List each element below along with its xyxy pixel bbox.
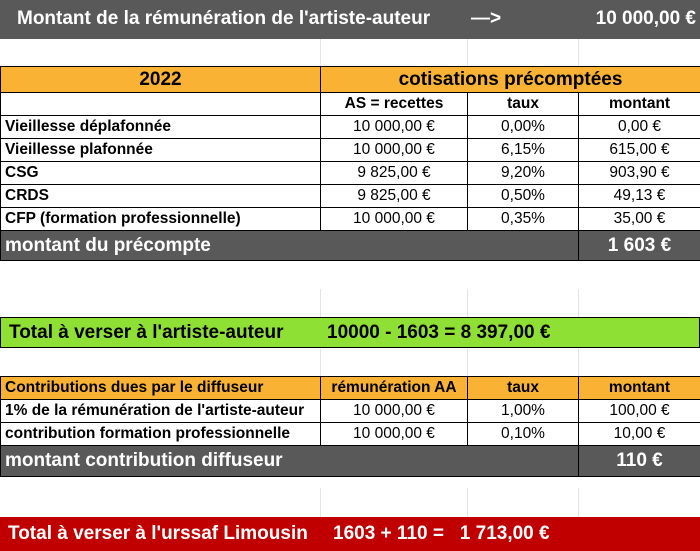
row-taux: 6,15% [468,139,579,162]
row-taux: 0,50% [468,185,579,208]
header-title: Montant de la rémunération de l'artiste-auteur [17,8,431,29]
table-row [1,139,700,162]
row-montant: 35,00 € [579,208,700,231]
row-taux: 1,00% [468,400,579,423]
row-taux: 0,00% [468,116,579,139]
urssaf-total-value: 1603 + 110 = 1 713,00 € [333,523,550,544]
table-row [1,208,700,231]
artiste-total-value: 10000 - 1603 = 8 397,00 € [327,322,551,343]
diffuseur-total-label: montant contribution diffuseur [1,446,579,477]
row-taux: 9,20% [468,162,579,185]
row-base: 10 000,00 € [321,400,468,423]
row-label: 1% de la rémunération de l'artiste-auteur [1,400,321,423]
row-base: 10 000,00 € [321,139,468,162]
row-taux: 0,10% [468,423,579,446]
precompte-header-row [1,93,700,116]
row-label: contribution formation professionnelle [1,423,321,446]
column-header: montant [579,93,700,116]
row-montant: 903,90 € [579,162,700,185]
arrow-icon: —> [471,8,502,29]
precompte-title-row [1,67,700,93]
artiste-total-label: Total à verser à l'artiste-auteur [9,322,284,343]
header-bar [0,0,700,39]
column-header: AS = recettes [321,93,468,116]
urssaf-total-label: Total à verser à l'urssaf Limousin [8,523,308,544]
row-label: Vieillesse plafonnée [1,139,321,162]
row-base: 9 825,00 € [321,185,468,208]
row-montant: 10,00 € [579,423,700,446]
column-header: taux [468,377,579,400]
row-montant: 0,00 € [579,116,700,139]
row-label: CSG [1,162,321,185]
row-label: CFP (formation professionnelle) [1,208,321,231]
column-header: taux [468,93,579,116]
table-row [1,185,700,208]
table-row [1,423,700,446]
table-row [1,162,700,185]
row-label: Vieillesse déplafonnée [1,116,321,139]
precompte-section-title: cotisations précomptées [321,67,700,93]
row-label: CRDS [1,185,321,208]
row-taux: 0,35% [468,208,579,231]
row-base: 10 000,00 € [321,116,468,139]
year-cell: 2022 [1,67,321,93]
table-row [1,116,700,139]
empty-header-cell [1,93,321,116]
diffuseur-total-row [1,446,700,477]
row-base: 10 000,00 € [321,208,468,231]
urssaf-total-bar [0,517,700,551]
diffuseur-title: Contributions dues par le diffuseur [1,377,321,400]
artiste-total-bar [0,317,700,348]
precompte-total-row [1,231,700,261]
column-header: rémunération AA [321,377,468,400]
precompte-total-label: montant du précompte [1,231,579,261]
row-base: 9 825,00 € [321,162,468,185]
diffuseur-header-row [1,377,700,400]
precompte-total-value: 1 603 € [579,231,700,261]
diffuseur-total-value: 110 € [579,446,700,477]
column-header: montant [579,377,700,400]
header-amount: 10 000,00 € [595,8,696,29]
diffuseur-table [0,376,700,477]
row-base: 10 000,00 € [321,423,468,446]
row-montant: 49,13 € [579,185,700,208]
precompte-table [0,66,700,261]
row-montant: 100,00 € [579,400,700,423]
table-row [1,400,700,423]
row-montant: 615,00 € [579,139,700,162]
